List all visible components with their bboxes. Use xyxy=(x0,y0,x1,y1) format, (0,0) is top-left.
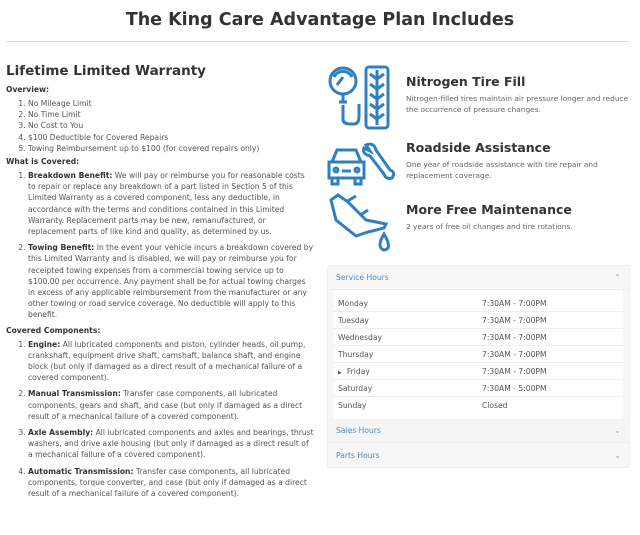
hours-accordion xyxy=(327,265,630,468)
day-cell xyxy=(338,299,482,308)
service-hours-label: Service Hours xyxy=(336,273,389,282)
feature-desc: Nitrogen-filled tires maintain air pressure longer and reduce the occurrence of pressure changes. xyxy=(406,94,629,114)
time-cell: 7:30AM - 7:00PM xyxy=(482,366,547,376)
list-item: 3. No Cost to You xyxy=(28,120,316,131)
list-item xyxy=(28,427,314,461)
item-title: Axle Assembly: xyxy=(28,428,94,438)
table-row xyxy=(334,329,623,346)
service-hours-header[interactable] xyxy=(328,266,629,290)
item-title: Engine: xyxy=(28,339,61,349)
table-row xyxy=(334,380,623,397)
day-label: Wednesday xyxy=(338,332,382,342)
components-list xyxy=(6,339,314,500)
tire-pressure-gauge-icon xyxy=(326,64,396,130)
item-text: In the event your vehicle incurs a breakdown covered by this Limited Warranty and is disabled, we will pay or reimburse you for receipted towing expenses from a commercial towing service up to $100.00 per occurrence. Any payment shall be for actual towing charges in excess of any applicable reimbursement from the manufacturer or any other towing or road service coverage. No deductible will apply to this benefit. xyxy=(28,243,314,320)
day-cell xyxy=(338,384,482,393)
feature-title: More Free Maintenance xyxy=(406,202,572,217)
table-row xyxy=(334,363,623,380)
feature-desc: 2 years of free oil changes and tire rotations. xyxy=(406,222,573,231)
oil-can-icon xyxy=(326,192,396,254)
chevron-down-icon: ⌄ xyxy=(614,426,621,435)
item-title: Breakdown Benefit: xyxy=(28,171,113,181)
list-item xyxy=(28,466,314,500)
chevron-up-icon: ⌃ xyxy=(614,273,621,282)
feature-title: Roadside Assistance xyxy=(406,140,551,155)
day-label: Tuesday xyxy=(338,315,369,325)
table-row xyxy=(334,312,623,329)
list-item xyxy=(28,242,314,320)
list-item: 5. Towing Reimbursement up to $100 (for covered repairs only) xyxy=(28,143,316,154)
parts-hours-header[interactable] xyxy=(328,443,629,467)
item-title: Automatic Transmission: xyxy=(28,466,134,476)
table-row xyxy=(334,346,623,363)
item-text: Transfer case components, all lubricated components, gears and shaft, and case (but only if damaged as a direct result of a mechanical failure of a covered component). xyxy=(28,389,303,421)
day-cell xyxy=(338,350,482,359)
time-cell: 7:30AM - 5:00PM xyxy=(482,383,547,393)
current-day-marker-icon: ▶ xyxy=(338,369,342,376)
sales-hours-label: Sales Hours xyxy=(336,426,381,435)
covered-list xyxy=(6,170,314,321)
day-cell xyxy=(338,367,482,376)
overview-list xyxy=(6,98,316,154)
car-wrench-icon xyxy=(326,140,396,190)
feature-title: Nitrogen Tire Fill xyxy=(406,74,526,89)
time-cell: Closed xyxy=(482,401,508,410)
sales-hours-header[interactable] xyxy=(328,419,629,443)
service-hours-table xyxy=(334,290,623,419)
day-cell xyxy=(338,316,482,325)
page-title: The King Care Advantage Plan Includes xyxy=(125,10,515,30)
day-cell xyxy=(338,401,482,410)
chevron-down-icon: ⌄ xyxy=(614,450,621,460)
item-text: All lubricated components and piston, cylinder heads, oil pump, crankshaft, equipment drive shaft, camshaft, balance shaft, and engine block (but only if damaged as a direct result of a mechanical failure of a covered component). xyxy=(28,339,306,383)
item-text: All lubricated components and axles and bearings, thrust washers, and drive axle housing (but only if damaged as a direct result of a mechanical failure of a covered component). xyxy=(28,428,314,460)
day-label: Saturday xyxy=(338,383,373,393)
time-cell: 7:30AM - 7:00PM xyxy=(482,349,547,359)
list-item xyxy=(28,170,314,237)
feature-roadside xyxy=(326,140,632,190)
item-text: We will pay or reimburse you for reasonable costs to repair or replace any breakdown of a part listed in Section 5 of this Limited Warranty as a covered component, less any deductible, in accordance with the terms and conditions contained in this Limited Warranty. Replacement parts may be new, remanufactured, or replacement parts of like kind and quality, as determined by us. xyxy=(28,171,305,237)
item-title: Manual Transmission: xyxy=(28,389,121,399)
time-cell: 7:30AM - 7:00PM xyxy=(482,315,547,325)
item-title: Towing Benefit: xyxy=(28,243,95,253)
feature-maintenance xyxy=(326,192,632,254)
covered-label: What is Covered: xyxy=(6,157,80,167)
day-label: Thursday xyxy=(338,349,374,359)
list-item xyxy=(28,388,314,422)
table-row xyxy=(334,397,623,414)
day-cell xyxy=(338,333,482,342)
parts-hours-label: Parts Hours xyxy=(336,450,380,460)
list-item: 4. $100 Deductible for Covered Repairs xyxy=(28,132,316,143)
list-item: 2. No Time Limit xyxy=(28,109,316,120)
components-label: Covered Components: xyxy=(6,325,101,335)
item-text: Transfer case components, all lubricated components, torque converter, and case (but only if damaged as a direct result of a mechanical failure of a covered component). xyxy=(28,466,307,499)
divider xyxy=(5,41,630,42)
feature-desc: One year of roadside assistance with tire repair and replacement coverage. xyxy=(406,160,598,180)
table-row xyxy=(334,295,623,312)
list-item xyxy=(28,339,314,384)
day-label: Friday xyxy=(346,366,370,376)
day-label: Sunday xyxy=(338,401,367,410)
overview-label: Overview: xyxy=(6,85,50,94)
day-label: Monday xyxy=(338,298,368,308)
list-item: 1. No Mileage Limit xyxy=(28,98,316,109)
time-cell: 7:30AM - 7:00PM xyxy=(482,298,547,308)
warranty-title: Lifetime Limited Warranty xyxy=(6,63,206,79)
warranty-section xyxy=(6,63,316,504)
feature-nitrogen xyxy=(326,64,632,130)
time-cell: 7:30AM - 7:00PM xyxy=(482,332,547,342)
